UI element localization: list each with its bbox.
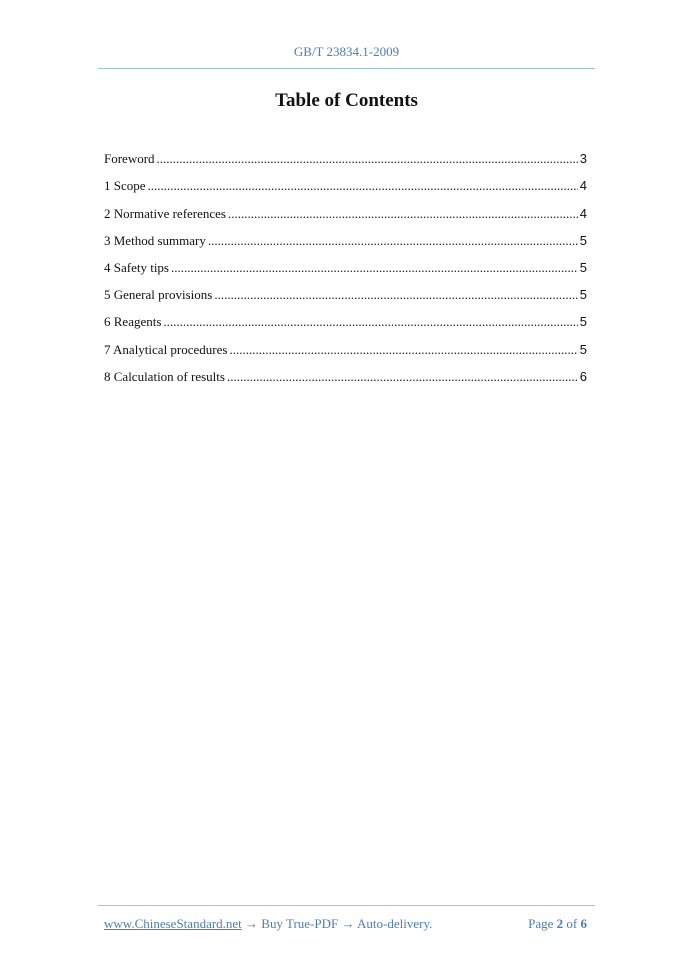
- toc-leader-dots: [148, 176, 578, 196]
- page-footer: [104, 916, 587, 932]
- toc-entry-page: 5: [579, 259, 587, 275]
- toc-entry-label: 6 Reagents: [104, 314, 162, 330]
- website-link[interactable]: www.ChineseStandard.net: [104, 916, 242, 931]
- toc-leader-dots: [228, 204, 578, 224]
- toc-leader-dots: [229, 340, 577, 360]
- toc-entry-page: 5: [579, 232, 587, 248]
- toc-entry-label: 3 Method summary: [104, 232, 206, 248]
- toc-entry-foreword[interactable]: [104, 142, 587, 169]
- toc-entry-page: 6: [579, 368, 587, 384]
- footer-divider: [98, 905, 595, 906]
- page-header: GB/T 23834.1-2009: [293, 44, 400, 59]
- toc-entry-page: 5: [579, 341, 587, 357]
- toc-leader-dots: [227, 367, 578, 387]
- table-of-contents: [104, 142, 587, 387]
- toc-entry-reagents[interactable]: [104, 305, 587, 332]
- toc-leader-dots: [214, 285, 577, 305]
- page-total: 6: [580, 916, 587, 931]
- toc-entry-safety-tips[interactable]: [104, 251, 587, 278]
- toc-entry-general-provisions[interactable]: [104, 278, 587, 305]
- toc-entry-label: 2 Normative references: [104, 205, 226, 221]
- header-divider: [98, 68, 595, 69]
- toc-entry-normative-references[interactable]: [104, 196, 587, 223]
- toc-entry-page: 5: [579, 287, 587, 303]
- page-number: [528, 916, 587, 932]
- toc-leader-dots: [157, 149, 578, 169]
- toc-entry-method-summary[interactable]: [104, 224, 587, 251]
- footer-promo-text: → Buy True-PDF → Auto-delivery.: [241, 916, 433, 931]
- page-title: Table of Contents: [275, 90, 418, 111]
- toc-leader-dots: [163, 312, 577, 332]
- toc-entry-page: 4: [579, 205, 587, 221]
- toc-entry-label: 7 Analytical procedures: [104, 341, 228, 357]
- toc-leader-dots: [171, 258, 578, 278]
- toc-entry-label: 8 Calculation of results: [104, 368, 225, 384]
- toc-entry-analytical-procedures[interactable]: [104, 332, 587, 359]
- toc-entry-scope[interactable]: [104, 169, 587, 196]
- page-prefix: Page: [528, 916, 554, 931]
- toc-entry-page: 4: [579, 178, 587, 194]
- toc-entry-page: 3: [579, 151, 587, 167]
- toc-entry-label: 5 General provisions: [104, 287, 213, 303]
- toc-leader-dots: [208, 231, 578, 251]
- page-current: 2: [556, 916, 564, 931]
- page-of: of: [566, 916, 578, 931]
- footer-promo: [104, 916, 432, 932]
- toc-entry-calculation-of-results[interactable]: [104, 360, 587, 387]
- toc-entry-label: 1 Scope: [104, 178, 146, 194]
- toc-entry-label: Foreword: [104, 151, 155, 167]
- toc-entry-page: 5: [579, 314, 587, 330]
- toc-entry-label: 4 Safety tips: [104, 259, 169, 275]
